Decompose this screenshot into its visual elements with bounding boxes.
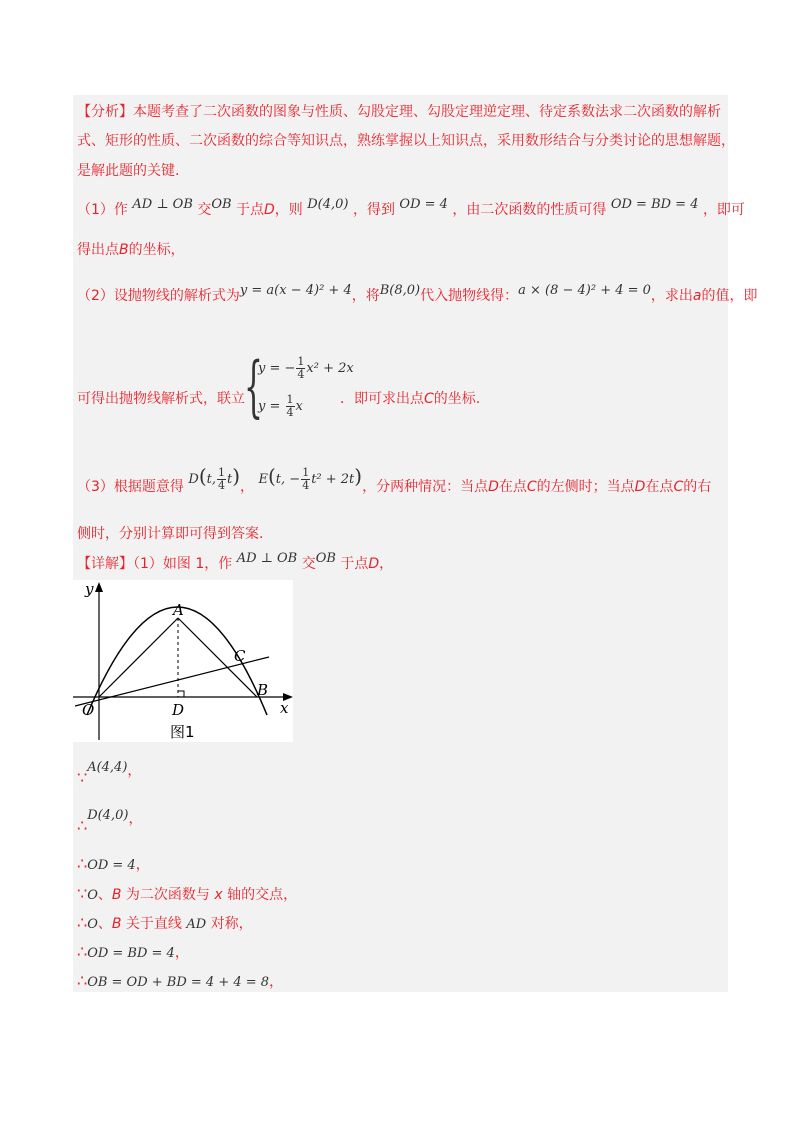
detail-text-a: （1）如图 1，作 (133, 556, 233, 572)
step1-math-od: OD = 4 (399, 197, 448, 212)
step2-math-substitute: a × (8 − 4)² + 4 = 0 (518, 283, 651, 298)
step3-d-letter: D (188, 472, 199, 487)
step2-text-b: ，将 (351, 288, 380, 304)
proof-math-2: D(4,0) (87, 808, 129, 823)
step1-math-perp: AD ⊥ OB (132, 197, 193, 212)
detail-math-ob: OB (315, 551, 336, 566)
step1-line-1 (77, 199, 745, 219)
proof-tail-6: ， (174, 945, 189, 961)
step3-text-j: 的右 (683, 479, 712, 495)
sys2-num: 1 (286, 393, 294, 406)
analysis-line-3 (77, 160, 179, 180)
therefore-symbol: ∴ (77, 913, 88, 932)
therefore-symbol: ∴ (77, 816, 88, 835)
step3-sep: ， (240, 479, 255, 495)
proof-math-5: O (87, 917, 98, 932)
step2-math-parabola: y = a(x − 4)² + 4 (239, 283, 352, 298)
detail-tag: 【详解】 (77, 556, 133, 572)
step1-point-b: B (119, 242, 129, 258)
proof-line-6 (77, 942, 189, 962)
step2-text-2a: 可得出抛物线解析式，联立 (77, 391, 245, 407)
paren-close: ) (354, 464, 363, 488)
step1-text-2c: 的坐标， (128, 242, 185, 258)
proof-math-4: O (87, 888, 98, 903)
step3-e-frac (301, 467, 310, 492)
step2-line-2a (77, 388, 245, 408)
step3-pt-4: C (673, 479, 684, 495)
figure-1-svg (73, 580, 293, 742)
step3-d-post: t (226, 472, 233, 487)
proof-line-1 (77, 760, 142, 787)
label-y: y (85, 580, 94, 598)
step1-math-d: D(4,0) (307, 197, 349, 212)
step1-text-d: ，则 (274, 202, 303, 218)
proof-tail-7: ， (269, 974, 284, 990)
proof-point-5: B (111, 916, 122, 932)
step3-d-t: t, (206, 472, 216, 487)
step2-text-2b: ．即可求出点 (340, 391, 424, 407)
proof-mid-4a: 、 (97, 887, 112, 903)
because-symbol: ∵ (77, 884, 88, 903)
step3-pt-3: D (634, 479, 646, 495)
therefore-symbol: ∴ (77, 854, 88, 873)
proof-tail-2: ， (128, 811, 143, 827)
analysis-tag: 【分析】 (77, 104, 133, 120)
proof-math-1: A(4,4) (87, 760, 128, 775)
step3-text-h: 在点 (645, 479, 674, 495)
proof-tail-4: 轴的交点， (222, 887, 298, 903)
proof-tail-3: ， (135, 857, 150, 873)
step1-text-g: ，即可 (702, 202, 745, 218)
proof-tail-1: ， (127, 763, 142, 779)
proof-line-4 (77, 884, 297, 904)
sys1-frac (296, 356, 305, 381)
step3-text-d: 在点 (498, 479, 527, 495)
step1-text-e: ，得到 (352, 202, 395, 218)
step1-text-2a: 得出点 (77, 242, 119, 258)
step3-e-den: 4 (302, 479, 310, 492)
step2-text-f: 的值，即 (701, 288, 758, 304)
step3-point-d-expr (188, 464, 241, 492)
step3-e-num: 1 (302, 466, 310, 479)
proof-math-5b: AD (186, 917, 207, 932)
y-axis-arrow (95, 582, 103, 592)
detail-text-b: 交 (301, 556, 316, 572)
detail-text-c: 于点 (340, 556, 369, 572)
figure-1 (73, 580, 293, 742)
step3-text-b: ，分两种情况：当点 (362, 479, 489, 495)
step1-point-d: D (264, 202, 275, 218)
right-angle-mark (178, 691, 184, 697)
analysis-line-1 (77, 101, 721, 121)
step1-text-b: 交 (197, 202, 212, 218)
proof-math-3: OD = 4 (87, 858, 136, 873)
step2-text-2d: 的坐标. (433, 391, 481, 407)
proof-mid-5b: 关于直线 (121, 916, 187, 932)
step3-point-e-expr (258, 464, 363, 492)
step1-text-a: （1）作 (77, 202, 128, 218)
proof-point-4: B (111, 887, 122, 903)
content-panel (73, 95, 728, 992)
step3-e-letter: E (258, 472, 268, 487)
system-eq-2 (258, 394, 303, 419)
proof-mid-4b: 为二次函数与 (121, 887, 215, 903)
sys2-frac (286, 394, 295, 419)
label-o: O (82, 701, 95, 719)
because-symbol: ∵ (77, 768, 88, 787)
step3-d-num: 1 (217, 466, 225, 479)
proof-var-x: x (214, 887, 223, 903)
sys1-lhs: y = − (258, 361, 296, 376)
figure-caption: 图1 (170, 723, 195, 741)
analysis-text-3: 是解此题的关键. (77, 163, 180, 179)
sys2-lhs: y = (258, 399, 281, 414)
paren-open: ( (267, 464, 276, 488)
detail-math-perp: AD ⊥ OB (236, 551, 298, 566)
analysis-text-2: 式、矩形的性质、二次函数的综合等知识点，熟练掌握以上知识点，采用数形结合与分类讨论的思想解题， (77, 133, 735, 149)
step3-text-2: 侧时，分别计算即可得到答案. (77, 526, 264, 542)
step1-text-f: ，由二次函数的性质可得 (452, 202, 607, 218)
step2-text-c: 代入抛物线得： (420, 288, 519, 304)
sys1-rhs: x² + 2x (306, 361, 354, 376)
label-x: x (280, 699, 289, 717)
proof-math-6: OD = BD = 4 (87, 946, 175, 961)
proof-mid-5a: 、 (97, 916, 112, 932)
proof-line-3 (77, 854, 150, 874)
paren-open: ( (198, 464, 207, 488)
sys1-den: 4 (297, 368, 305, 381)
proof-tail-5: 对称， (206, 916, 253, 932)
step2-text-d: ，求出 (650, 288, 693, 304)
detail-text-e: ， (379, 556, 394, 572)
label-a: A (173, 601, 184, 619)
sys2-rhs: x (295, 399, 303, 414)
step1-math-ob: OB (211, 197, 232, 212)
therefore-symbol: ∴ (77, 942, 88, 961)
step3-d-den: 4 (217, 479, 225, 492)
segment-oa (99, 618, 178, 697)
detail-line (77, 553, 393, 573)
step3-line-1 (77, 464, 712, 500)
step1-line-2 (77, 239, 185, 259)
system-brace: { (244, 348, 263, 425)
step2-line-1 (77, 285, 758, 305)
step2-line-2b (340, 388, 480, 408)
step2-point-c: C (424, 391, 434, 407)
label-d: D (172, 701, 185, 719)
step3-pt-1: D (488, 479, 499, 495)
step2-var-a: a (692, 288, 702, 304)
step3-line-2 (77, 523, 263, 543)
step3-text-a: （3）根据题意得 (77, 479, 184, 495)
step2-math-b: B(8,0) (379, 283, 421, 298)
sys2-den: 4 (286, 406, 294, 419)
proof-line-2 (77, 808, 143, 835)
step3-e-post: t² + 2t (311, 472, 355, 487)
step2-text-a: （2）设抛物线的解析式为 (77, 288, 240, 304)
detail-point-d: D (368, 556, 380, 572)
step1-math-od-bd: OD = BD = 4 (610, 197, 699, 212)
paren-close: ) (232, 464, 241, 488)
analysis-text-1: 本题考查了二次函数的图象与性质、勾股定理、勾股定理逆定理、待定系数法求二次函数的解析 (133, 104, 721, 120)
proof-line-7 (77, 971, 283, 991)
sys1-num: 1 (297, 355, 305, 368)
step3-d-frac (217, 467, 226, 492)
label-c: C (234, 647, 246, 665)
step3-text-f: 的左侧时；当点 (536, 479, 635, 495)
step3-pt-2: C (526, 479, 537, 495)
step3-e-t: t, − (275, 472, 301, 487)
therefore-symbol: ∴ (77, 971, 88, 990)
system-eq-1 (258, 356, 354, 381)
analysis-line-2 (77, 130, 735, 150)
step1-text-c: 于点 (236, 202, 265, 218)
proof-line-5 (77, 913, 253, 933)
label-b: B (257, 681, 269, 699)
proof-math-7: OB = OD + BD = 4 + 4 = 8 (87, 975, 270, 990)
